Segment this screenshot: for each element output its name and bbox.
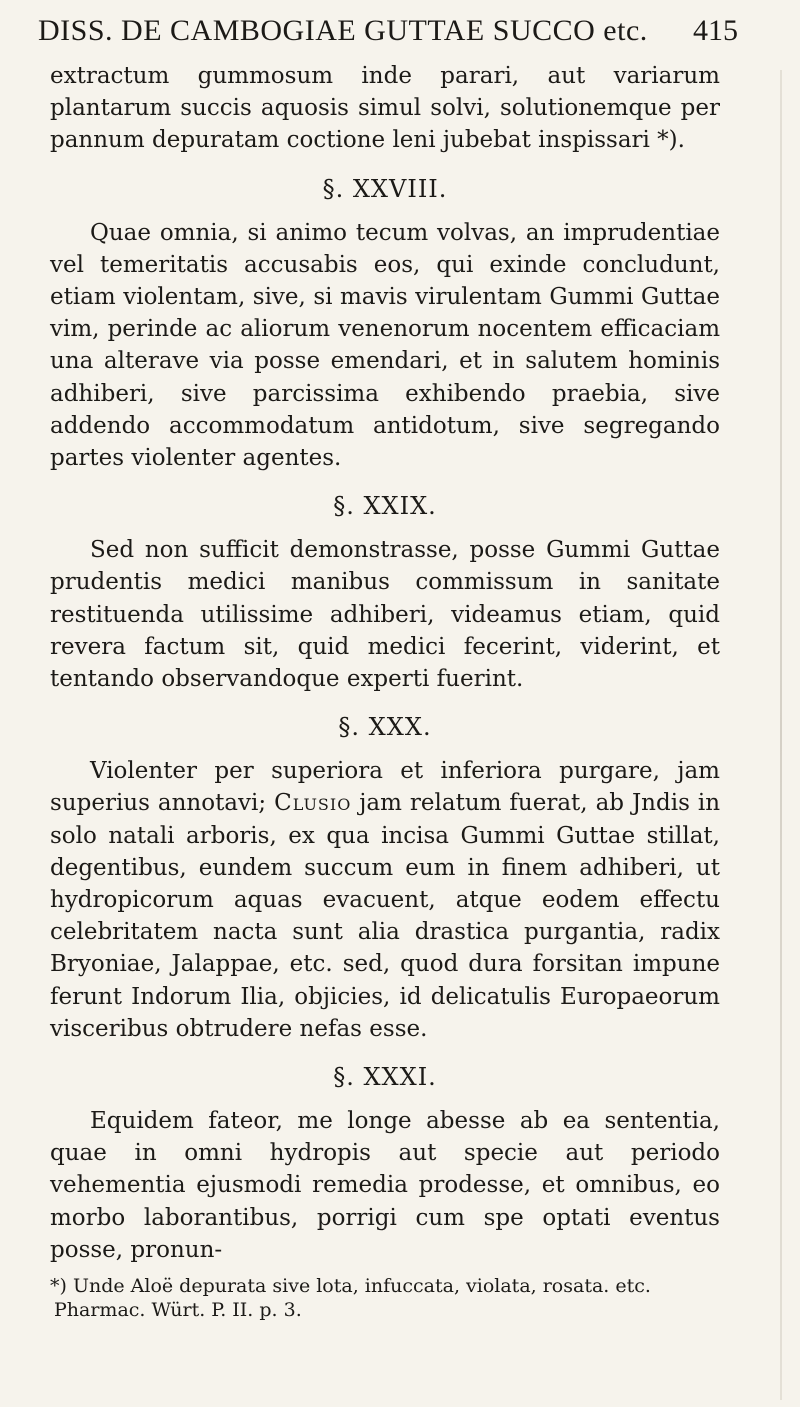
footnote-line-1: *) Unde Aloë depurata sive lota, infuccata, violata, rosata. etc. xyxy=(50,1275,651,1298)
paragraph-29: Sed non sufficit demonstrasse, posse Gummi Guttae prudentis medici manibus commissum in sanitate restituenda utilissime adhiberi, videamus etiam, quid revera factum sit, quid medici fecerint, viderint, et tentando observandoque experti fuerint. xyxy=(50,537,720,693)
paragraph-31: Equidem fateor, me longe abesse ab ea sententia, quae in omni hydropis aut specie aut periodo vehementia ejusmodi remedia prodesse, et omnibus, eo morbo laborantibus, porrigi cum spe optati eventus posse, pronun- xyxy=(50,1108,720,1263)
author-name-clusius: Clusio xyxy=(274,790,352,817)
paragraph-30-part1: Violenter per superiora et inferiora purgare, jam superius annotavi; xyxy=(50,758,720,817)
footnote-line-2: Pharmac. Würt. P. II. p. 3. xyxy=(54,1299,302,1322)
section-heading-30: §. XXX. xyxy=(338,713,432,742)
body-text xyxy=(50,60,720,1322)
section-heading-29: §. XXIX. xyxy=(333,492,437,521)
paragraph-28: Quae omnia, si animo tecum volvas, an imprudentiae vel temeritatis accusabis eos, qui exinde concludunt, etiam violentam, sive, si mavis virulentam Gummi Guttae vim, perinde ac aliorum venenorum nocentem efficaciam una alterave via posse emendari, et in salutem hominis adhiberi, sive parcissima exhibendo praebia, sive addendo accommodatum antidotum, sive segregando partes violenter agentes. xyxy=(50,219,720,472)
paragraph-30-part2: jam relatum fuerat, ab Jndis in solo natali arboris, ex qua incisa Gummi Guttae stillat, degentibus, eundem succum eum in finem adhiberi, ut hydropicorum aquas evacuent, atque eodem effectu celebritatem nacta sunt alia drastica purgantia, radix Bryoniae, Jalappae, etc. sed, quod dura forsitan impune ferunt Indorum Ilia, objicies, id delicatulis Europaeorum visceribus obtrudere nefas esse. xyxy=(50,790,721,1042)
running-head xyxy=(38,14,738,48)
paragraph-30 xyxy=(50,755,720,1045)
running-title: DISS. DE CAMBOGIAE GUTTAE SUCCO etc. xyxy=(38,14,648,47)
page-number: 415 xyxy=(693,14,738,47)
section-heading-31: §. XXXI. xyxy=(333,1063,437,1092)
page-edge-shadow xyxy=(780,70,782,1400)
paragraph-continuation: extractum gummosum inde parari, aut variarum plantarum succis aquosis simul solvi, solutionemque per pannum depuratam coctione leni jubebat inspissari *). xyxy=(50,63,720,154)
footnote xyxy=(50,1274,720,1322)
section-heading-28: §. XXVIII. xyxy=(322,174,448,203)
